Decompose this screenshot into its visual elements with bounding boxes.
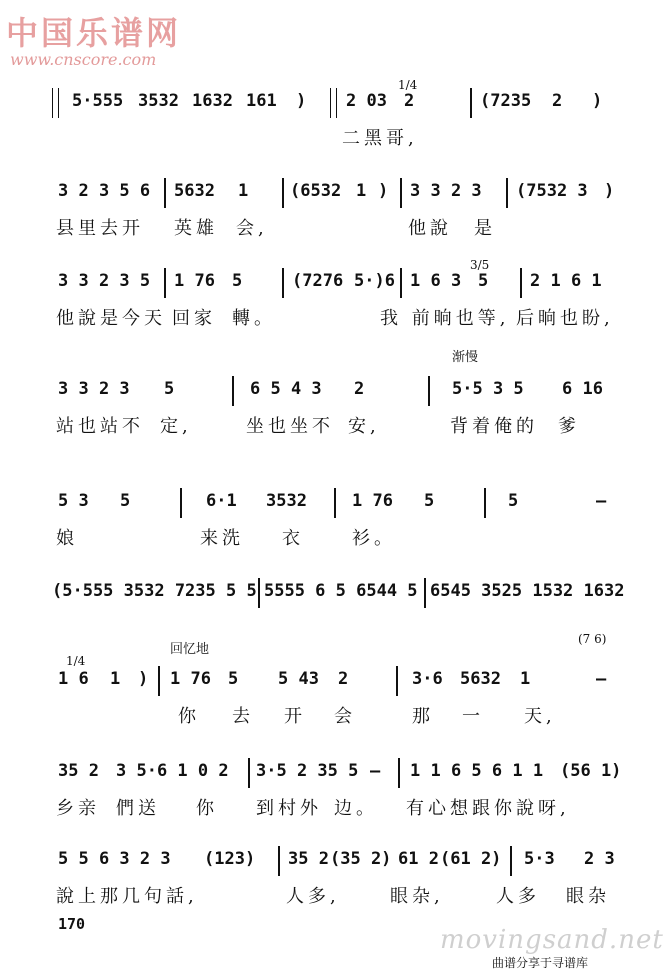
- note-group: 5·5 3 5: [452, 379, 524, 399]
- lyric: 衣: [282, 528, 304, 549]
- lyric: 来洗: [200, 528, 244, 549]
- barline: [232, 376, 234, 406]
- system-3: [0, 258, 640, 356]
- note-group: 5·555: [72, 91, 124, 111]
- note-group: 5: [508, 491, 519, 511]
- tempo-mark: 渐慢: [452, 350, 479, 365]
- system-8: [0, 756, 640, 846]
- note-group: 5 5 6 3 2 3: [58, 849, 171, 869]
- note-group: 3 2 3 5 6: [58, 181, 151, 201]
- watermark-bottom: movingsand.net: [440, 925, 664, 955]
- note-group: (56 1): [560, 761, 622, 781]
- note-group: –: [370, 761, 381, 781]
- note-group: 1 1 6 5 6 1 1: [410, 761, 544, 781]
- lyrics-row: [0, 524, 640, 554]
- note-group: ): [138, 669, 149, 689]
- barline: [396, 666, 398, 696]
- note-group: 1: [356, 181, 367, 201]
- note-group: 5: [164, 379, 175, 399]
- lyric: 乡亲: [56, 798, 100, 819]
- barline: [428, 376, 430, 406]
- note-group: 3532: [266, 491, 307, 511]
- barline: [398, 758, 400, 788]
- lyrics-row: [0, 412, 640, 442]
- lyric: 眼杂,: [390, 886, 444, 907]
- lyric: 眼杂: [566, 886, 610, 907]
- note-group: (5·555 3532 7235 5 5: [52, 581, 257, 601]
- notes-row: [0, 374, 640, 404]
- note-group: (7532 3: [516, 181, 588, 201]
- repeat-barline: [330, 88, 337, 118]
- system-7: [0, 632, 640, 754]
- lyric: 站也站不: [56, 416, 144, 437]
- notes-row: [0, 756, 640, 786]
- lyric: 后晌也盼,: [516, 308, 614, 329]
- page-number: 170: [58, 915, 86, 933]
- note-group: 5555 6 5 6544 5: [264, 581, 418, 601]
- lyric: 那: [412, 706, 434, 727]
- lyric: 到村外: [256, 798, 322, 819]
- system-1: [0, 78, 640, 176]
- note-group: 2: [338, 669, 349, 689]
- lyric: 人多,: [286, 886, 340, 907]
- note-group: (7276: [292, 271, 344, 291]
- note-group: ): [378, 181, 389, 201]
- note-group: 1 6 3: [410, 271, 462, 291]
- lyric: 开: [284, 706, 306, 727]
- note-group: 1 76: [352, 491, 393, 511]
- lyric: 說上那几句話,: [56, 886, 198, 907]
- note-group: 1 76: [174, 271, 215, 291]
- lyric: 县里去开: [56, 218, 144, 239]
- lyrics-row: [0, 882, 640, 912]
- note-group: 3·6: [412, 669, 443, 689]
- note-group: 3 3 2 3 5: [58, 271, 151, 291]
- notes-row: [0, 844, 640, 874]
- note-group: 35 2: [288, 849, 329, 869]
- note-group: 5632: [174, 181, 215, 201]
- note-group: 6 5 4 3: [250, 379, 322, 399]
- note-group: –: [596, 669, 607, 689]
- lyric: 英雄: [174, 218, 218, 239]
- note-group: 6545 3525 1532 1632: [430, 581, 625, 601]
- note-group: (6532: [290, 181, 342, 201]
- barline: [248, 758, 250, 788]
- barline: [164, 178, 166, 208]
- barline: [400, 178, 402, 208]
- lyric: 人多: [496, 886, 540, 907]
- note-group: 2: [552, 91, 563, 111]
- note-group: 5: [424, 491, 435, 511]
- system-5: [0, 486, 640, 576]
- watermark-url: www.cnscore.com: [10, 50, 157, 69]
- lyric: 們送: [116, 798, 160, 819]
- note-group: 3 5·6 1 0 2: [116, 761, 229, 781]
- note-group: 5: [232, 271, 243, 291]
- note-group: 1 76: [170, 669, 211, 689]
- lyric: 轉。: [232, 308, 276, 329]
- lyric: 娘: [56, 528, 78, 549]
- lyric: 有心想跟你說呀,: [406, 798, 570, 819]
- note-group: 2 1 6 1: [530, 271, 602, 291]
- lyric: 我 前晌也等,: [380, 308, 510, 329]
- barline: [510, 846, 512, 876]
- note-group: 5 43: [278, 669, 319, 689]
- lyric: 安,: [348, 416, 380, 437]
- lyric: 一: [462, 706, 484, 727]
- note-group: 6 16: [562, 379, 603, 399]
- lyric: 你: [196, 798, 218, 819]
- note-group: 2 03: [346, 91, 387, 111]
- note-group: 2 3: [584, 849, 615, 869]
- lyrics-row: [0, 702, 640, 732]
- lyric: 会: [334, 706, 356, 727]
- lyric: 爹: [558, 416, 580, 437]
- grace-mark: 3/5: [470, 258, 490, 272]
- barline: [484, 488, 486, 518]
- note-group: 2: [354, 379, 365, 399]
- grace-mark: (7 6): [578, 632, 607, 646]
- barline: [506, 178, 508, 208]
- barline: [470, 88, 472, 118]
- note-group: 5·)6: [354, 271, 395, 291]
- barline: [258, 578, 260, 608]
- grace-mark: 1/4: [66, 654, 86, 668]
- note-group: 1: [238, 181, 249, 201]
- barline: [334, 488, 336, 518]
- note-group: 5: [120, 491, 131, 511]
- barline: [158, 666, 160, 696]
- note-group: 1632: [192, 91, 233, 111]
- grace-mark: 1/4: [398, 78, 418, 92]
- note-group: 1: [520, 669, 531, 689]
- system-4: [0, 350, 640, 464]
- note-group: 6·1: [206, 491, 237, 511]
- notes-row: [0, 486, 640, 516]
- barline: [400, 268, 402, 298]
- barline: [282, 268, 284, 298]
- lyric: 天,: [524, 706, 556, 727]
- note-group: (123): [204, 849, 256, 869]
- note-group: 5 3: [58, 491, 89, 511]
- note-group: 2: [404, 91, 415, 111]
- note-group: (61 2): [440, 849, 502, 869]
- note-group: ): [296, 91, 307, 111]
- note-group: 61 2: [398, 849, 439, 869]
- system-2: [0, 176, 640, 266]
- note-group: 35 2: [58, 761, 99, 781]
- barline: [164, 268, 166, 298]
- note-group: 3 3 2 3: [58, 379, 130, 399]
- barline: [180, 488, 182, 518]
- note-group: 5632: [460, 669, 501, 689]
- lyric: 会,: [236, 218, 268, 239]
- footer-credit: 曲谱分享于寻谱库: [492, 956, 589, 970]
- lyrics-row: [0, 124, 640, 154]
- note-group: ): [592, 91, 603, 111]
- note-group: 161: [246, 91, 277, 111]
- lyric: 边。: [334, 798, 378, 819]
- lyrics-row: [0, 794, 640, 824]
- notes-row: [0, 266, 640, 296]
- note-group: 3532: [138, 91, 179, 111]
- lyric: 定,: [160, 416, 192, 437]
- note-group: (7235: [480, 91, 532, 111]
- expression-mark: 回忆地: [170, 642, 210, 657]
- lyric: 背着俺的: [450, 416, 538, 437]
- lyric: 他說: [408, 218, 452, 239]
- lyric: 你: [178, 706, 200, 727]
- lyric: 是: [474, 218, 496, 239]
- barline: [282, 178, 284, 208]
- barline: [278, 846, 280, 876]
- note-group: 1 6: [58, 669, 89, 689]
- lyric: 坐也坐不: [246, 416, 334, 437]
- note-group: 3·5 2 35 5: [256, 761, 359, 781]
- system-6: [0, 576, 640, 666]
- note-group: 1: [110, 669, 121, 689]
- notes-row: [0, 576, 640, 606]
- barline: [520, 268, 522, 298]
- note-group: 3 3 2 3: [410, 181, 482, 201]
- note-group: 5: [478, 271, 489, 291]
- lyric: 衫。: [352, 528, 396, 549]
- lyric: 去: [232, 706, 254, 727]
- notes-row: [0, 176, 640, 206]
- note-group: (35 2): [330, 849, 392, 869]
- note-group: –: [596, 491, 607, 511]
- lyric: 回家: [172, 308, 216, 329]
- system-9: [0, 844, 640, 934]
- note-group: ): [604, 181, 615, 201]
- barline: [424, 578, 426, 608]
- notes-row: [0, 664, 640, 694]
- watermark-logo: 中国乐谱网: [6, 14, 182, 52]
- notes-row: [0, 86, 640, 116]
- note-group: 5: [228, 669, 239, 689]
- lyric: 二黑哥,: [342, 128, 418, 149]
- lyrics-row: [0, 304, 640, 334]
- note-group: 5·3: [524, 849, 555, 869]
- lyrics-row: [0, 214, 640, 244]
- lyric: 他說是今天: [56, 308, 166, 329]
